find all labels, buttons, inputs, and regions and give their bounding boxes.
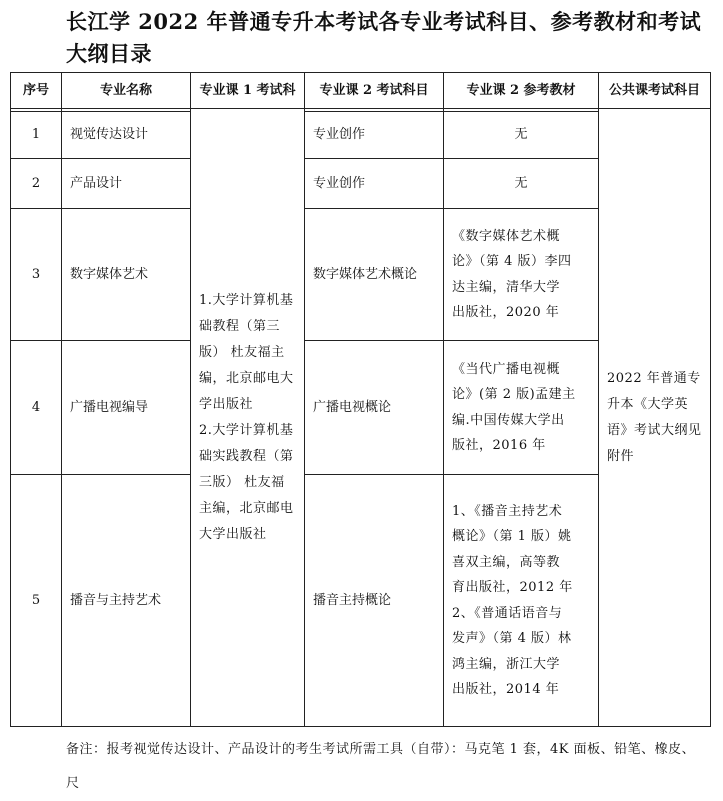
table-header-row [11, 73, 711, 109]
header-public: 公共课考试科目 [599, 73, 711, 109]
header-major: 专业名称 [62, 73, 191, 109]
row-major: 数字媒体艺术 [62, 209, 191, 341]
exam-catalog-table [10, 72, 711, 727]
row-textbook: 无 [444, 112, 599, 159]
row-major: 广播电视编导 [62, 341, 191, 475]
row-textbook: 无 [444, 159, 599, 209]
row-course2: 广播电视概论 [305, 341, 444, 475]
row-course2: 播音主持概论 [305, 475, 444, 727]
header-textbook2: 专业课 2 参考教材 [444, 73, 599, 109]
row-seq: 1 [11, 112, 62, 159]
row-course2: 专业创作 [305, 112, 444, 159]
row-course2: 数字媒体艺术概论 [305, 209, 444, 341]
header-course2: 专业课 2 考试科目 [305, 73, 444, 109]
row-textbook: 《当代广播电视概 论》(第 2 版)孟建主 编.中国传媒大学出 版社，2016 年 [444, 341, 599, 475]
course1-shared-cell: 1.大学计算机基 础教程（第三 版） 杜友福主 编，北京邮电大 学出版社 2.大学计算机基 础实践教程（第 三版） 杜友福 主编，北京邮电 大学出版社 [191, 109, 305, 727]
document-title: 长江学 2022 年普通专升本考试各专业考试科目、参考教材和考试大纲目录 [66, 9, 702, 66]
row-seq: 5 [11, 475, 62, 727]
row-seq: 4 [11, 341, 62, 475]
row-seq: 2 [11, 159, 62, 209]
row-course2: 专业创作 [305, 159, 444, 209]
row-textbook: 《数字媒体艺术概 论》（第 4 版）李四 达主编，清华大学 出版社，2020 年 [444, 209, 599, 341]
row-major: 播音与主持艺术 [62, 475, 191, 727]
public-shared-cell: 2022 年普通专 升本《大学英 语》考试大纲见 附件 [599, 109, 711, 727]
footnote: 备注：报考视觉传达设计、产品设计的考生考试所需工具（自带）：马克笔 1 套，4K 面板、铅笔、橡皮、尺 [66, 742, 696, 791]
header-course1: 专业课 1 考试科 [191, 73, 305, 109]
row-textbook: 1、《播音主持艺术 概论》（第 1 版）姚 喜双主编，高等教 育出版社，2012 年 2、《普通话语音与 发声》（第 4 版）林 鸿主编，浙江大学 出版社，2014 年 [444, 475, 599, 727]
header-seq: 序号 [11, 73, 62, 109]
row-major: 视觉传达设计 [62, 112, 191, 159]
row-major: 产品设计 [62, 159, 191, 209]
row-seq: 3 [11, 209, 62, 341]
